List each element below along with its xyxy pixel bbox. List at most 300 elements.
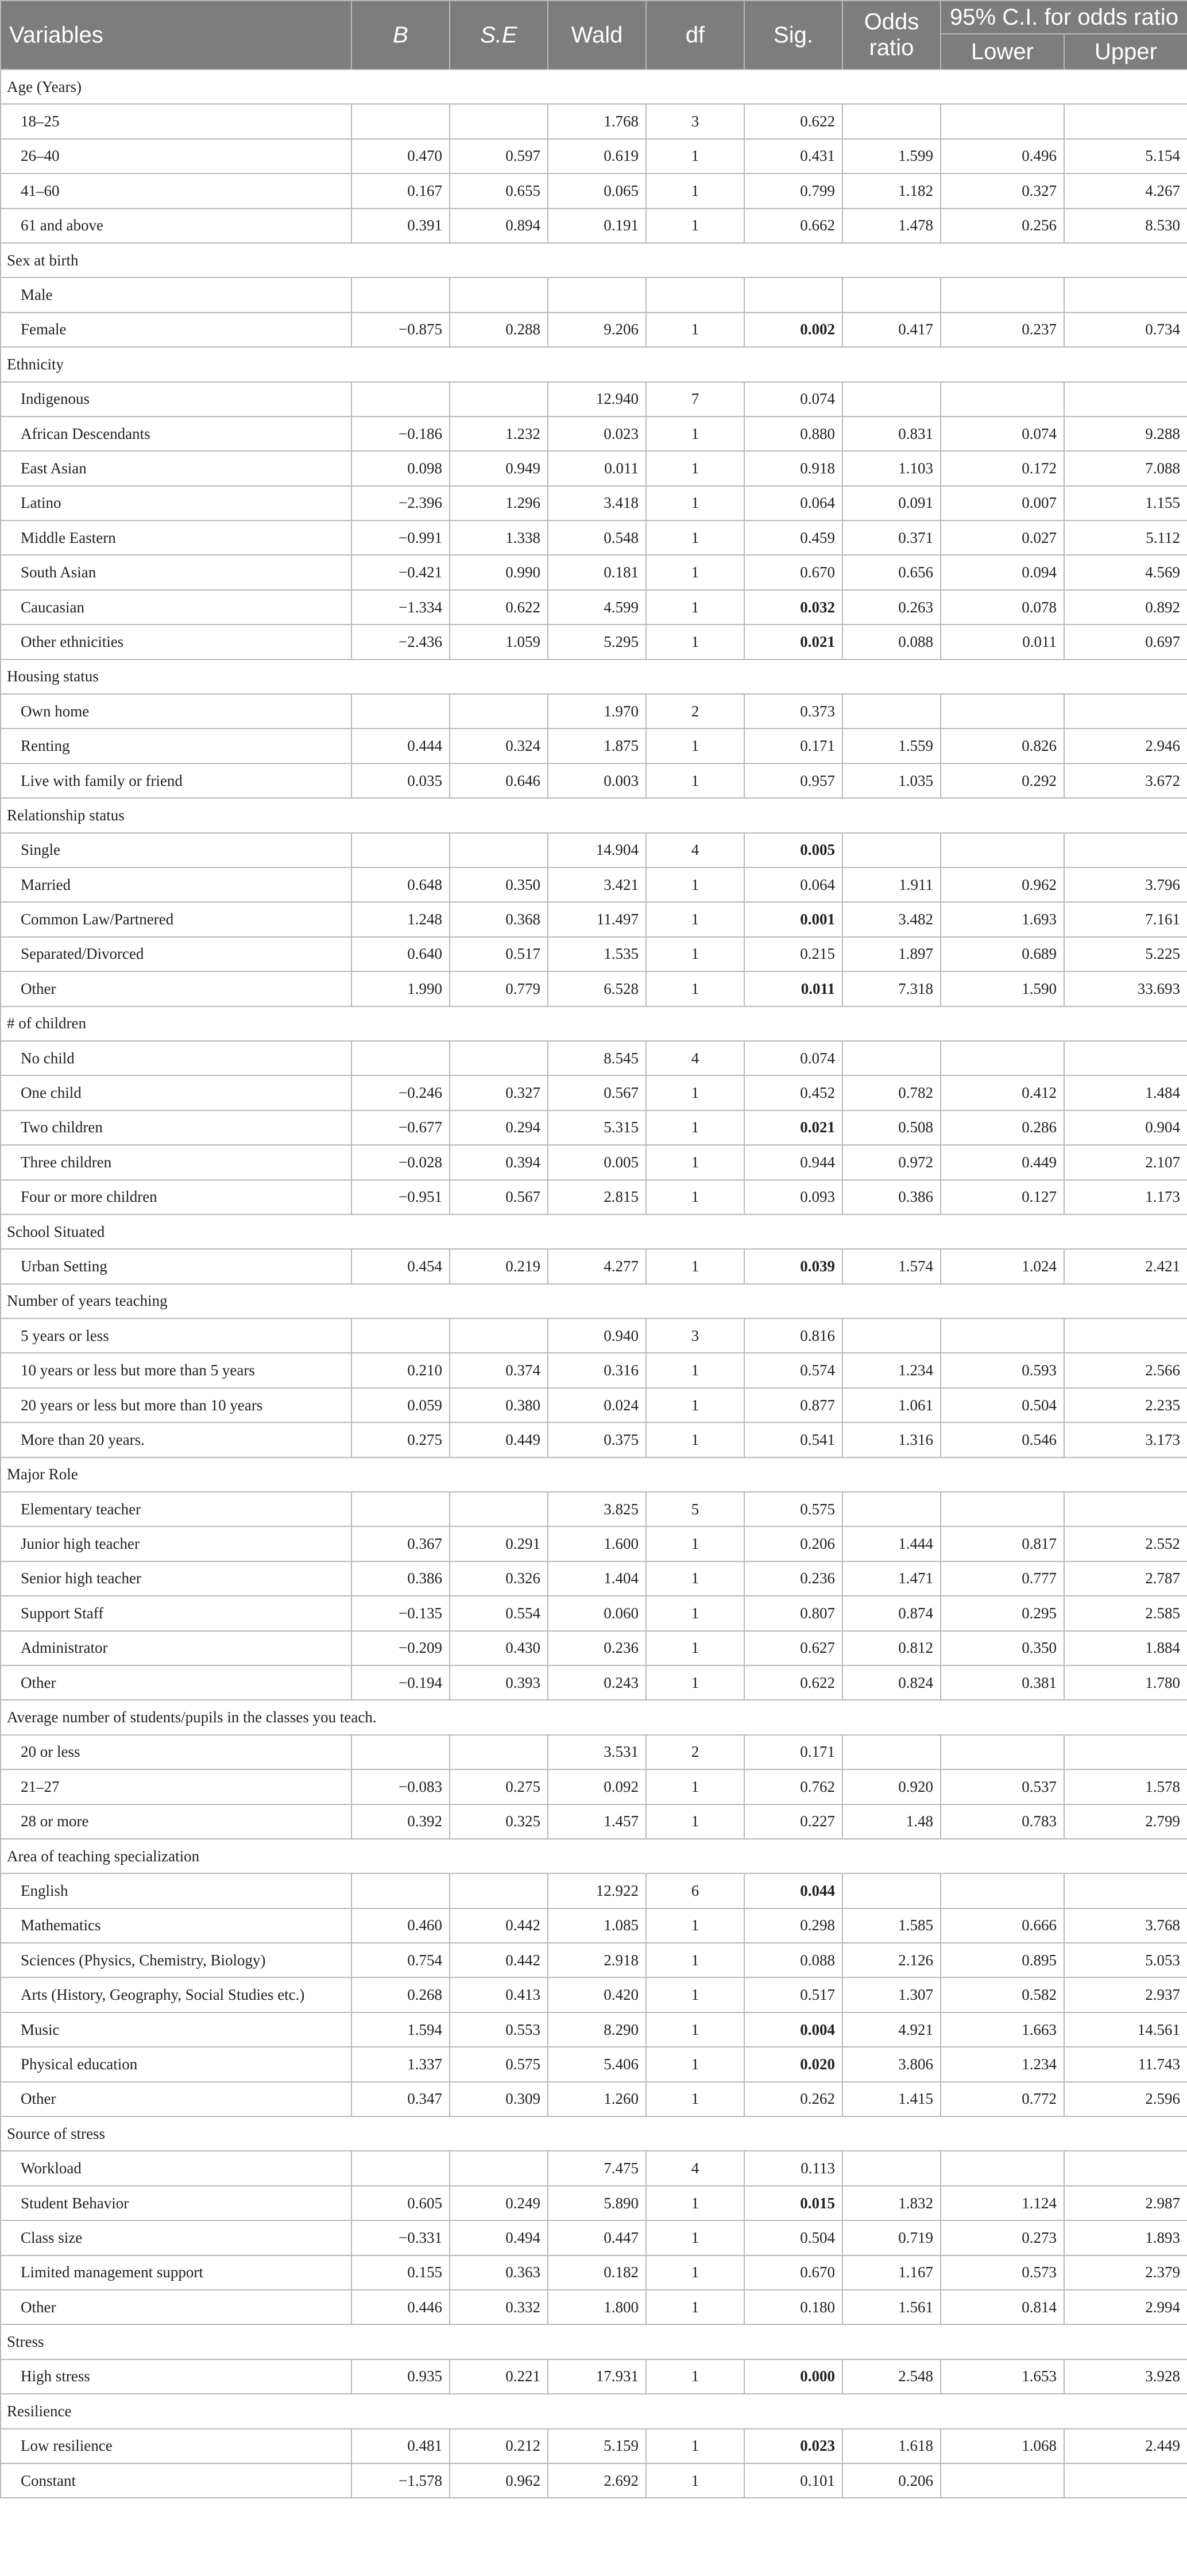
cell-sig: 0.459: [744, 520, 842, 555]
cell-variable-label: Caucasian: [1, 590, 351, 624]
table-row: [1, 590, 1187, 624]
cell-se: 0.275: [450, 1769, 548, 1804]
cell-variable-label: Two children: [1, 1110, 351, 1145]
header-ci: 95% C.I. for odds ratio: [941, 1, 1187, 34]
cell-upper: [1064, 2463, 1187, 2498]
cell-wald: 2.692: [548, 2463, 646, 2498]
cell-se: 0.380: [450, 1388, 548, 1422]
cell-upper: 1.155: [1064, 486, 1187, 520]
cell-b: 0.454: [351, 1249, 450, 1283]
cell-se: [450, 1318, 548, 1353]
cell-upper: 4.267: [1064, 173, 1187, 208]
cell-upper: 33.693: [1064, 971, 1187, 1006]
cell-lower: 0.546: [941, 1422, 1064, 1457]
cell-lower: 0.504: [941, 1388, 1064, 1422]
table-row: [1, 1249, 1187, 1283]
cell-upper: 2.987: [1064, 2186, 1187, 2220]
cell-odds-ratio: [842, 104, 941, 138]
cell-wald: 12.922: [548, 1873, 646, 1908]
cell-b: 0.059: [351, 1388, 450, 1422]
cell-wald: 9.206: [548, 313, 646, 347]
cell-wald: 17.931: [548, 2359, 646, 2394]
cell-variable-label: East Asian: [1, 451, 351, 485]
cell-df: 1: [646, 1249, 744, 1283]
cell-upper: [1064, 694, 1187, 728]
cell-sig: 0.227: [744, 1804, 842, 1839]
cell-wald: 2.815: [548, 1180, 646, 1214]
cell-se: 0.575: [450, 2047, 548, 2081]
cell-upper: 7.161: [1064, 902, 1187, 936]
cell-sig: 0.944: [744, 1145, 842, 1179]
cell-variable-label: South Asian: [1, 555, 351, 589]
cell-variable-label: Indigenous: [1, 382, 351, 417]
cell-odds-ratio: 1.035: [842, 763, 941, 798]
cell-sig: 0.001: [744, 902, 842, 936]
table-row: [1, 313, 1187, 347]
cell-variable-label: Renting: [1, 728, 351, 763]
cell-se: 0.294: [450, 1110, 548, 1145]
header-se: S.E: [450, 1, 548, 70]
cell-se: 0.219: [450, 1249, 548, 1283]
cell-upper: 0.904: [1064, 1110, 1187, 1145]
cell-upper: 2.946: [1064, 728, 1187, 763]
cell-lower: [941, 694, 1064, 728]
cell-b: 0.275: [351, 1422, 450, 1457]
cell-sig: 0.002: [744, 313, 842, 347]
cell-odds-ratio: 0.782: [842, 1075, 941, 1110]
section-title: Source of stress: [1, 2116, 1187, 2151]
cell-df: 1: [646, 902, 744, 936]
cell-upper: [1064, 1735, 1187, 1769]
cell-variable-label: Other: [1, 1665, 351, 1700]
cell-b: [351, 1873, 450, 1908]
cell-upper: 1.893: [1064, 2220, 1187, 2255]
cell-odds-ratio: 2.126: [842, 1943, 941, 1977]
cell-variable-label: Physical education: [1, 2047, 351, 2081]
cell-upper: [1064, 1873, 1187, 1908]
table-row: [1, 2359, 1187, 2394]
cell-sig: 0.541: [744, 1422, 842, 1457]
cell-odds-ratio: 1.574: [842, 1249, 941, 1283]
cell-wald: 12.940: [548, 382, 646, 417]
table-row: [1, 937, 1187, 971]
cell-upper: [1064, 277, 1187, 312]
cell-sig: 0.039: [744, 1249, 842, 1283]
cell-lower: 1.590: [941, 971, 1064, 1006]
cell-wald: 0.375: [548, 1422, 646, 1457]
cell-odds-ratio: 0.972: [842, 1145, 941, 1179]
cell-sig: 0.431: [744, 139, 842, 173]
cell-upper: 1.173: [1064, 1180, 1187, 1214]
cell-se: 0.363: [450, 2255, 548, 2290]
cell-df: 1: [646, 1145, 744, 1179]
cell-upper: 8.530: [1064, 209, 1187, 243]
cell-odds-ratio: 1.471: [842, 1561, 941, 1596]
cell-se: 0.374: [450, 1353, 548, 1387]
cell-wald: 0.619: [548, 139, 646, 173]
cell-lower: [941, 1318, 1064, 1353]
cell-wald: 0.060: [548, 1596, 646, 1630]
cell-lower: 0.573: [941, 2255, 1064, 2290]
cell-b: 1.337: [351, 2047, 450, 2081]
cell-odds-ratio: 0.656: [842, 555, 941, 589]
cell-df: 1: [646, 1769, 744, 1804]
table-row: [1, 104, 1187, 138]
cell-df: 1: [646, 2255, 744, 2290]
cell-lower: [941, 277, 1064, 312]
cell-wald: 0.316: [548, 1353, 646, 1387]
cell-variable-label: Own home: [1, 694, 351, 728]
cell-se: 0.442: [450, 1943, 548, 1977]
cell-wald: 0.447: [548, 2220, 646, 2255]
cell-variable-label: Workload: [1, 2151, 351, 2185]
cell-variable-label: Class size: [1, 2220, 351, 2255]
cell-b: 0.446: [351, 2290, 450, 2324]
cell-se: 0.655: [450, 173, 548, 208]
cell-wald: 5.890: [548, 2186, 646, 2220]
cell-df: 2: [646, 694, 744, 728]
cell-lower: 0.814: [941, 2290, 1064, 2324]
cell-upper: 0.892: [1064, 590, 1187, 624]
cell-lower: 0.895: [941, 1943, 1064, 1977]
cell-se: 0.949: [450, 451, 548, 485]
cell-upper: 2.596: [1064, 2082, 1187, 2116]
cell-se: [450, 1873, 548, 1908]
cell-wald: 3.421: [548, 867, 646, 902]
header-b: B: [351, 1, 450, 70]
table-row: [1, 2082, 1187, 2116]
cell-lower: 0.237: [941, 313, 1064, 347]
cell-variable-label: Administrator: [1, 1631, 351, 1665]
cell-variable-label: 20 or less: [1, 1735, 351, 1769]
table-row: [1, 1492, 1187, 1526]
cell-b: −0.083: [351, 1769, 450, 1804]
table-row: [1, 2047, 1187, 2081]
cell-se: 0.327: [450, 1075, 548, 1110]
cell-se: 0.288: [450, 313, 548, 347]
cell-variable-label: 41–60: [1, 173, 351, 208]
table-row: [1, 867, 1187, 902]
cell-odds-ratio: [842, 1318, 941, 1353]
cell-upper: 2.787: [1064, 1561, 1187, 1596]
cell-lower: 0.327: [941, 173, 1064, 208]
cell-df: 1: [646, 1943, 744, 1977]
cell-upper: 7.088: [1064, 451, 1187, 485]
cell-lower: 0.666: [941, 1908, 1064, 1943]
header-wald: Wald: [548, 1, 646, 70]
cell-sig: 0.004: [744, 2012, 842, 2047]
table-row: [1, 139, 1187, 173]
cell-se: 0.326: [450, 1561, 548, 1596]
header-sig: Sig.: [744, 1, 842, 70]
cell-b: 0.640: [351, 937, 450, 971]
cell-odds-ratio: 1.234: [842, 1353, 941, 1387]
cell-upper: 5.154: [1064, 139, 1187, 173]
cell-b: 0.392: [351, 1804, 450, 1839]
cell-upper: 5.112: [1064, 520, 1187, 555]
cell-se: 0.393: [450, 1665, 548, 1700]
table-row: [1, 728, 1187, 763]
cell-wald: 0.182: [548, 2255, 646, 2290]
cell-se: 0.894: [450, 209, 548, 243]
cell-variable-label: Other: [1, 2082, 351, 2116]
cell-b: 0.481: [351, 2429, 450, 2463]
cell-wald: 1.875: [548, 728, 646, 763]
cell-variable-label: Music: [1, 2012, 351, 2047]
cell-upper: 1.578: [1064, 1769, 1187, 1804]
cell-se: 0.324: [450, 728, 548, 763]
cell-upper: 2.379: [1064, 2255, 1187, 2290]
cell-upper: [1064, 104, 1187, 138]
cell-odds-ratio: [842, 1041, 941, 1075]
cell-odds-ratio: 4.921: [842, 2012, 941, 2047]
cell-df: 1: [646, 2186, 744, 2220]
cell-lower: 0.078: [941, 590, 1064, 624]
section-title: Age (Years): [1, 70, 1187, 104]
cell-variable-label: Other ethnicities: [1, 624, 351, 659]
cell-se: 1.232: [450, 417, 548, 451]
cell-df: 1: [646, 2220, 744, 2255]
cell-se: [450, 694, 548, 728]
section-header-row: [1, 2394, 1187, 2428]
cell-lower: [941, 2463, 1064, 2498]
cell-variable-label: Student Behavior: [1, 2186, 351, 2220]
cell-sig: 0.762: [744, 1769, 842, 1804]
cell-se: 0.413: [450, 1977, 548, 2012]
cell-b: 0.935: [351, 2359, 450, 2394]
cell-odds-ratio: 1.415: [842, 2082, 941, 2116]
table-row: [1, 2429, 1187, 2463]
cell-lower: 1.068: [941, 2429, 1064, 2463]
cell-upper: 2.566: [1064, 1353, 1187, 1387]
cell-sig: 0.021: [744, 624, 842, 659]
cell-upper: 2.585: [1064, 1596, 1187, 1630]
cell-wald: 1.800: [548, 2290, 646, 2324]
cell-variable-label: Constant: [1, 2463, 351, 2498]
cell-se: 0.212: [450, 2429, 548, 2463]
cell-sig: 0.093: [744, 1180, 842, 1214]
table-row: [1, 1075, 1187, 1110]
cell-b: −2.436: [351, 624, 450, 659]
cell-b: −0.991: [351, 520, 450, 555]
table-row: [1, 833, 1187, 867]
cell-sig: 0.113: [744, 2151, 842, 2185]
cell-upper: 0.734: [1064, 313, 1187, 347]
cell-odds-ratio: 0.719: [842, 2220, 941, 2255]
cell-df: 1: [646, 486, 744, 520]
cell-se: [450, 833, 548, 867]
cell-variable-label: Mathematics: [1, 1908, 351, 1943]
section-header-row: [1, 2116, 1187, 2151]
section-title: Number of years teaching: [1, 1284, 1187, 1318]
cell-variable-label: African Descendants: [1, 417, 351, 451]
cell-odds-ratio: 1.618: [842, 2429, 941, 2463]
cell-upper: 11.743: [1064, 2047, 1187, 2081]
cell-b: −0.246: [351, 1075, 450, 1110]
cell-df: 1: [646, 1977, 744, 2012]
cell-b: 0.367: [351, 1526, 450, 1561]
cell-df: 1: [646, 2429, 744, 2463]
cell-wald: 11.497: [548, 902, 646, 936]
cell-se: 0.368: [450, 902, 548, 936]
cell-se: [450, 104, 548, 138]
cell-lower: 0.295: [941, 1596, 1064, 1630]
cell-df: 1: [646, 2012, 744, 2047]
cell-lower: 0.007: [941, 486, 1064, 520]
cell-sig: 0.262: [744, 2082, 842, 2116]
cell-sig: 0.020: [744, 2047, 842, 2081]
cell-lower: 0.273: [941, 2220, 1064, 2255]
cell-se: 0.350: [450, 867, 548, 902]
cell-variable-label: Separated/Divorced: [1, 937, 351, 971]
cell-b: −0.951: [351, 1180, 450, 1214]
cell-sig: 0.064: [744, 486, 842, 520]
cell-b: 0.648: [351, 867, 450, 902]
table-row: [1, 1526, 1187, 1561]
cell-variable-label: Limited management support: [1, 2255, 351, 2290]
cell-variable-label: Male: [1, 277, 351, 312]
cell-se: 0.332: [450, 2290, 548, 2324]
cell-upper: 2.449: [1064, 2429, 1187, 2463]
section-title: Sex at birth: [1, 243, 1187, 277]
cell-lower: 1.653: [941, 2359, 1064, 2394]
cell-wald: 0.023: [548, 417, 646, 451]
cell-df: 1: [646, 1353, 744, 1387]
cell-odds-ratio: 3.806: [842, 2047, 941, 2081]
cell-df: 1: [646, 867, 744, 902]
cell-variable-label: 61 and above: [1, 209, 351, 243]
cell-sig: 0.622: [744, 1665, 842, 1700]
header-odds-ratio: Odds ratio: [842, 1, 941, 70]
cell-se: 0.494: [450, 2220, 548, 2255]
table-row: [1, 1110, 1187, 1145]
cell-sig: 0.215: [744, 937, 842, 971]
cell-odds-ratio: 1.897: [842, 937, 941, 971]
cell-lower: [941, 2151, 1064, 2185]
cell-se: 0.622: [450, 590, 548, 624]
cell-df: 1: [646, 590, 744, 624]
cell-variable-label: Other: [1, 2290, 351, 2324]
cell-sig: 0.662: [744, 209, 842, 243]
table-row: [1, 555, 1187, 589]
cell-sig: 0.957: [744, 763, 842, 798]
cell-upper: 14.561: [1064, 2012, 1187, 2047]
table-row: [1, 763, 1187, 798]
header-upper: Upper: [1064, 34, 1187, 70]
cell-odds-ratio: 1.167: [842, 2255, 941, 2290]
cell-odds-ratio: 1.103: [842, 451, 941, 485]
section-header-row: [1, 347, 1187, 381]
cell-df: 1: [646, 417, 744, 451]
cell-odds-ratio: 0.206: [842, 2463, 941, 2498]
cell-b: −0.209: [351, 1631, 450, 1665]
cell-wald: 7.475: [548, 2151, 646, 2185]
section-header-row: [1, 660, 1187, 694]
cell-odds-ratio: [842, 1873, 941, 1908]
cell-se: 0.990: [450, 555, 548, 589]
cell-lower: 0.777: [941, 1561, 1064, 1596]
cell-sig: 0.670: [744, 2255, 842, 2290]
table-row: [1, 173, 1187, 208]
cell-df: 1: [646, 1665, 744, 1700]
section-title: Resilience: [1, 2394, 1187, 2428]
cell-variable-label: More than 20 years.: [1, 1422, 351, 1457]
cell-variable-label: High stress: [1, 2359, 351, 2394]
cell-sig: 0.171: [744, 1735, 842, 1769]
section-title: Ethnicity: [1, 347, 1187, 381]
cell-b: 0.155: [351, 2255, 450, 2290]
cell-odds-ratio: 1.599: [842, 139, 941, 173]
cell-wald: 3.418: [548, 486, 646, 520]
cell-df: 1: [646, 139, 744, 173]
cell-se: 0.517: [450, 937, 548, 971]
cell-df: 1: [646, 1596, 744, 1630]
cell-upper: 2.937: [1064, 1977, 1187, 2012]
cell-b: 0.210: [351, 1353, 450, 1387]
cell-wald: 0.243: [548, 1665, 646, 1700]
section-header-row: [1, 1700, 1187, 1734]
cell-wald: 0.420: [548, 1977, 646, 2012]
cell-sig: 0.032: [744, 590, 842, 624]
cell-lower: 1.024: [941, 1249, 1064, 1283]
cell-df: 1: [646, 624, 744, 659]
cell-se: [450, 382, 548, 417]
cell-df: 1: [646, 763, 744, 798]
cell-variable-label: Elementary teacher: [1, 1492, 351, 1526]
section-header-row: [1, 1214, 1187, 1249]
cell-variable-label: Four or more children: [1, 1180, 351, 1214]
cell-se: 0.449: [450, 1422, 548, 1457]
cell-sig: 0.011: [744, 971, 842, 1006]
cell-df: 1: [646, 1804, 744, 1839]
cell-wald: 0.005: [548, 1145, 646, 1179]
cell-wald: 4.599: [548, 590, 646, 624]
cell-se: 0.553: [450, 2012, 548, 2047]
table-row: [1, 1873, 1187, 1908]
cell-odds-ratio: 3.482: [842, 902, 941, 936]
cell-b: 0.444: [351, 728, 450, 763]
cell-df: 3: [646, 1318, 744, 1353]
cell-upper: [1064, 382, 1187, 417]
cell-odds-ratio: 1.561: [842, 2290, 941, 2324]
cell-variable-label: 21–27: [1, 1769, 351, 1804]
cell-lower: 0.449: [941, 1145, 1064, 1179]
cell-odds-ratio: 1.911: [842, 867, 941, 902]
cell-upper: 2.799: [1064, 1804, 1187, 1839]
cell-variable-label: Urban Setting: [1, 1249, 351, 1283]
cell-se: 0.597: [450, 139, 548, 173]
cell-se: [450, 1041, 548, 1075]
cell-se: [450, 2151, 548, 2185]
cell-se: 0.962: [450, 2463, 548, 2498]
cell-wald: 1.535: [548, 937, 646, 971]
cell-lower: 0.256: [941, 209, 1064, 243]
cell-wald: 0.191: [548, 209, 646, 243]
cell-df: 1: [646, 1075, 744, 1110]
table-row: [1, 2151, 1187, 2185]
cell-se: [450, 1492, 548, 1526]
table-row: [1, 1735, 1187, 1769]
cell-odds-ratio: 1.478: [842, 209, 941, 243]
cell-b: 0.268: [351, 1977, 450, 2012]
cell-variable-label: Female: [1, 313, 351, 347]
cell-df: 1: [646, 2047, 744, 2081]
cell-sig: 0.180: [744, 2290, 842, 2324]
cell-wald: 0.024: [548, 1388, 646, 1422]
cell-sig: 0.877: [744, 1388, 842, 1422]
cell-b: [351, 277, 450, 312]
table-row: [1, 2186, 1187, 2220]
